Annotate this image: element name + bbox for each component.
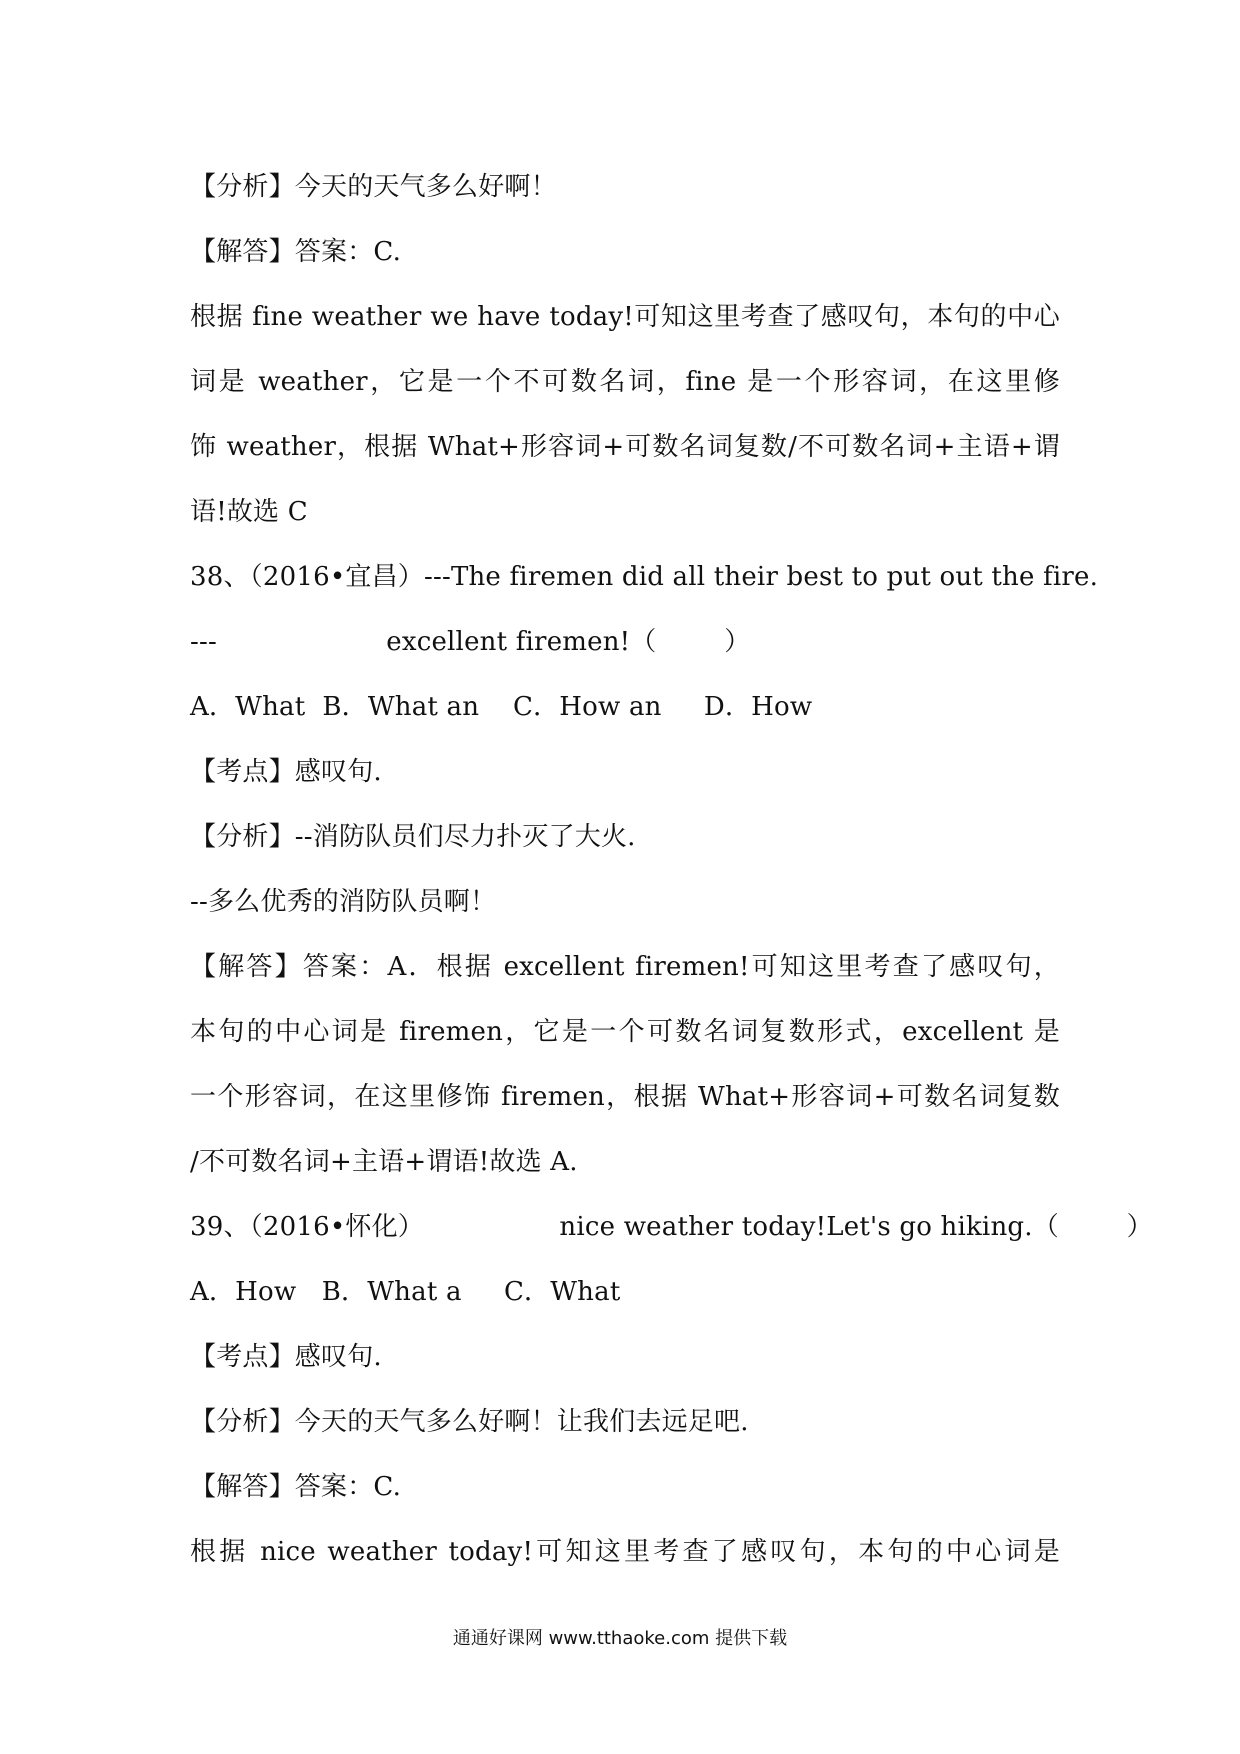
- question-39-stem: 39、（2016•怀化） nice weather today!Let's go hiking.（ ）: [190, 1212, 1153, 1242]
- question-38-options: A．What B．What an C．How an D．How: [190, 692, 813, 722]
- explanation-line: 一个形容词，在这里修饰 firemen，根据 What+形容词+可数名词复数: [190, 1082, 1060, 1112]
- question-39-options: A．How B．What a C．What: [190, 1277, 621, 1307]
- analysis-line: 【分析】今天的天气多么好啊！: [190, 172, 557, 202]
- question-38-blank: --- excellent firemen!（ ）: [190, 627, 751, 657]
- answer-line: 【解答】答案：A．根据 excellent firemen!可知这里考查了感叹句，: [190, 952, 1060, 982]
- analysis-line: 【分析】--消防队员们尽力扑灭了大火.: [190, 822, 636, 852]
- analysis-line: 【分析】今天的天气多么好啊！让我们去远足吧.: [190, 1407, 749, 1437]
- answer-line: 【解答】答案：C.: [190, 1472, 402, 1502]
- page-footer: 通通好课网 www.tthaoke.com 提供下载: [452, 1628, 788, 1649]
- explanation-line: 根据 fine weather we have today!可知这里考查了感叹句，本句的中心: [190, 302, 1060, 332]
- explanation-line: 根据 nice weather today!可知这里考查了感叹句，本句的中心词是: [190, 1537, 1060, 1567]
- document-body: [190, 155, 1153, 1585]
- analysis-line: --多么优秀的消防队员啊！: [190, 887, 497, 917]
- explanation-line: 语!故选 C: [190, 497, 308, 527]
- answer-line: 【解答】答案：C.: [190, 237, 402, 267]
- explanation-line: 饰 weather，根据 What+形容词+可数名词复数/不可数名词+主语+谓: [190, 432, 1060, 462]
- key-point-line: 【考点】感叹句.: [190, 1342, 382, 1372]
- key-point-line: 【考点】感叹句.: [190, 757, 382, 787]
- question-38-stem: 38、（2016•宜昌）---The firemen did all their best to put out the fire.: [190, 562, 1099, 592]
- explanation-line: 本句的中心词是 firemen，它是一个可数名词复数形式，excellent 是: [190, 1017, 1060, 1047]
- explanation-line: /不可数名词+主语+谓语!故选 A.: [190, 1147, 578, 1177]
- explanation-line: 词是 weather，它是一个不可数名词，fine 是一个形容词，在这里修: [190, 367, 1060, 397]
